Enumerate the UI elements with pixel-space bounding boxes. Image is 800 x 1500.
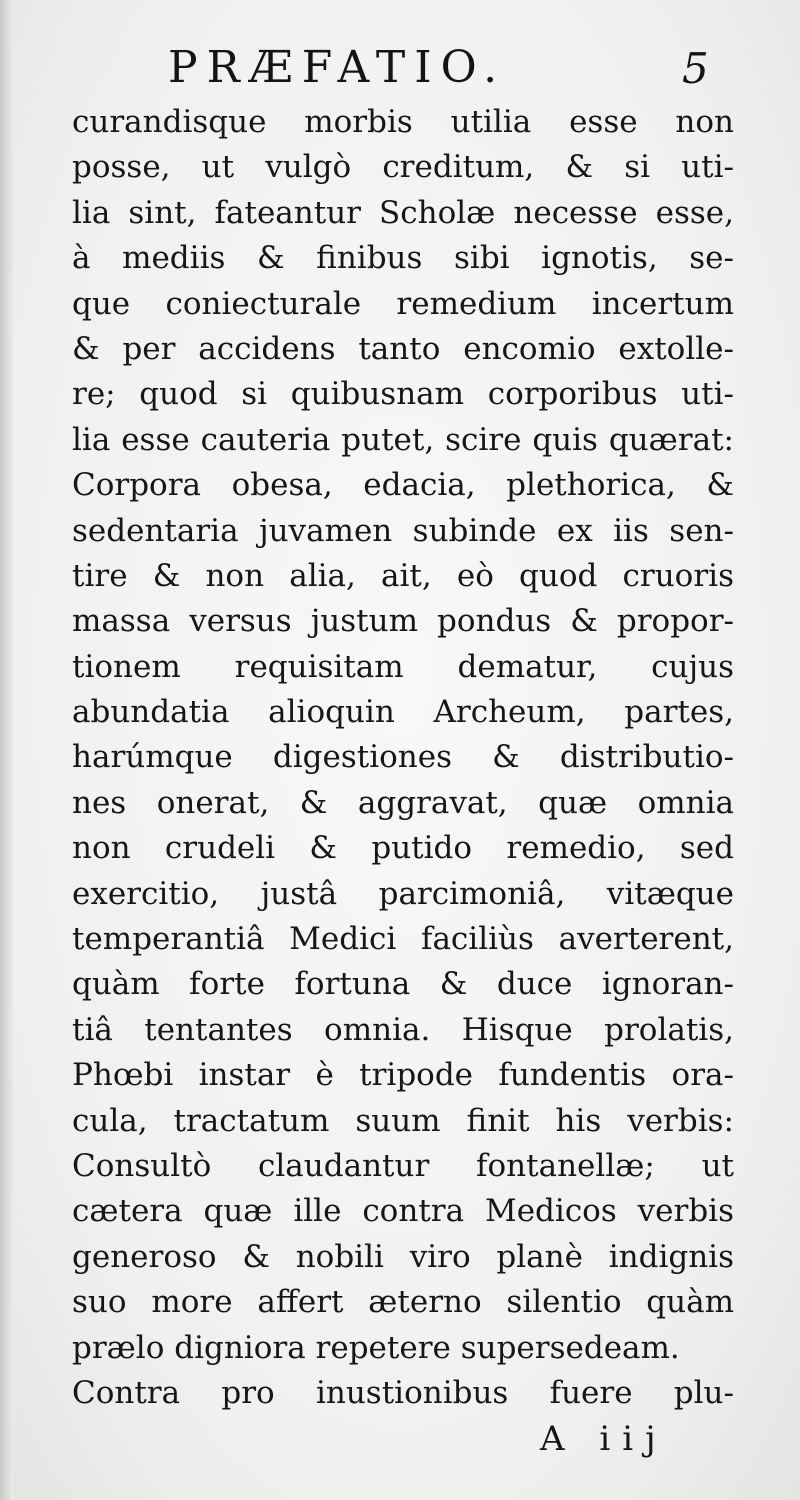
text-line: harúmque digestiones & distributio- [72, 739, 734, 776]
text-line: à mediis & finibus sibi ignotis, se- [72, 240, 734, 277]
page-header [0, 38, 800, 108]
text-line: tionem requisitam dematur, cujus [72, 648, 734, 685]
text-line: Consultò claudantur fontanellæ; ut [72, 1147, 734, 1184]
text-line: & per accidens tanto encomio extolle- [72, 330, 734, 367]
body-text [72, 100, 734, 1416]
text-line: abundatia alioquin Archeum, partes, [72, 694, 734, 731]
text-line: posse, ut vulgò creditum, & si uti- [72, 149, 734, 186]
text-line: quàm forte fortuna & duce ignoran- [72, 966, 734, 1003]
text-line: suo more affert æterno silentio quàm [72, 1284, 734, 1321]
text-line: generoso & nobili viro planè indignis [72, 1238, 734, 1275]
text-line: tire & non alia, ait, eò quod cruoris [72, 557, 734, 594]
text-line: re; quod si quibusnam corporibus uti- [72, 376, 734, 413]
text-line: cætera quæ ille contra Medicos verbis [72, 1193, 734, 1230]
text-line: temperantiâ Medici faciliùs averterent, [72, 921, 734, 958]
page-number: 5 [682, 44, 709, 93]
text-line: lia sint, fateantur Scholæ necesse esse, [72, 194, 734, 231]
text-line: non crudeli & putido remedio, sed [72, 830, 734, 867]
text-line: exercitio, justâ parcimoniâ, vitæque [72, 875, 734, 912]
text-line: sedentaria juvamen subinde ex iis sen- [72, 512, 734, 549]
text-line: prælo digniora repetere supersedeam. [72, 1329, 680, 1366]
text-line: Corpora obesa, edacia, plethorica, & [72, 467, 734, 504]
text-line: cula, tractatum suum finit his verbis: [72, 1102, 734, 1139]
page-footer [0, 1418, 800, 1478]
signature-mark: A iij [540, 1419, 668, 1459]
text-line: nes onerat, & aggravat, quæ omnia [72, 784, 734, 821]
text-line: Contra pro inustionibus fuere plu- [72, 1374, 734, 1411]
text-line: Phœbi instar è tripode fundentis ora- [72, 1057, 734, 1094]
running-title: PRÆFATIO. [168, 42, 507, 93]
text-line: que coniecturale remedium incertum [72, 285, 734, 322]
text-line: curandisque morbis utilia esse non [72, 104, 734, 140]
text-line: tiâ tentantes omnia. Hisque prolatis, [72, 1011, 734, 1048]
page-edge-shadow [0, 0, 14, 1500]
text-line: massa versus justum pondus & propor- [72, 603, 734, 640]
text-line: lia esse cauteria putet, scire quis quærat: [72, 421, 734, 458]
